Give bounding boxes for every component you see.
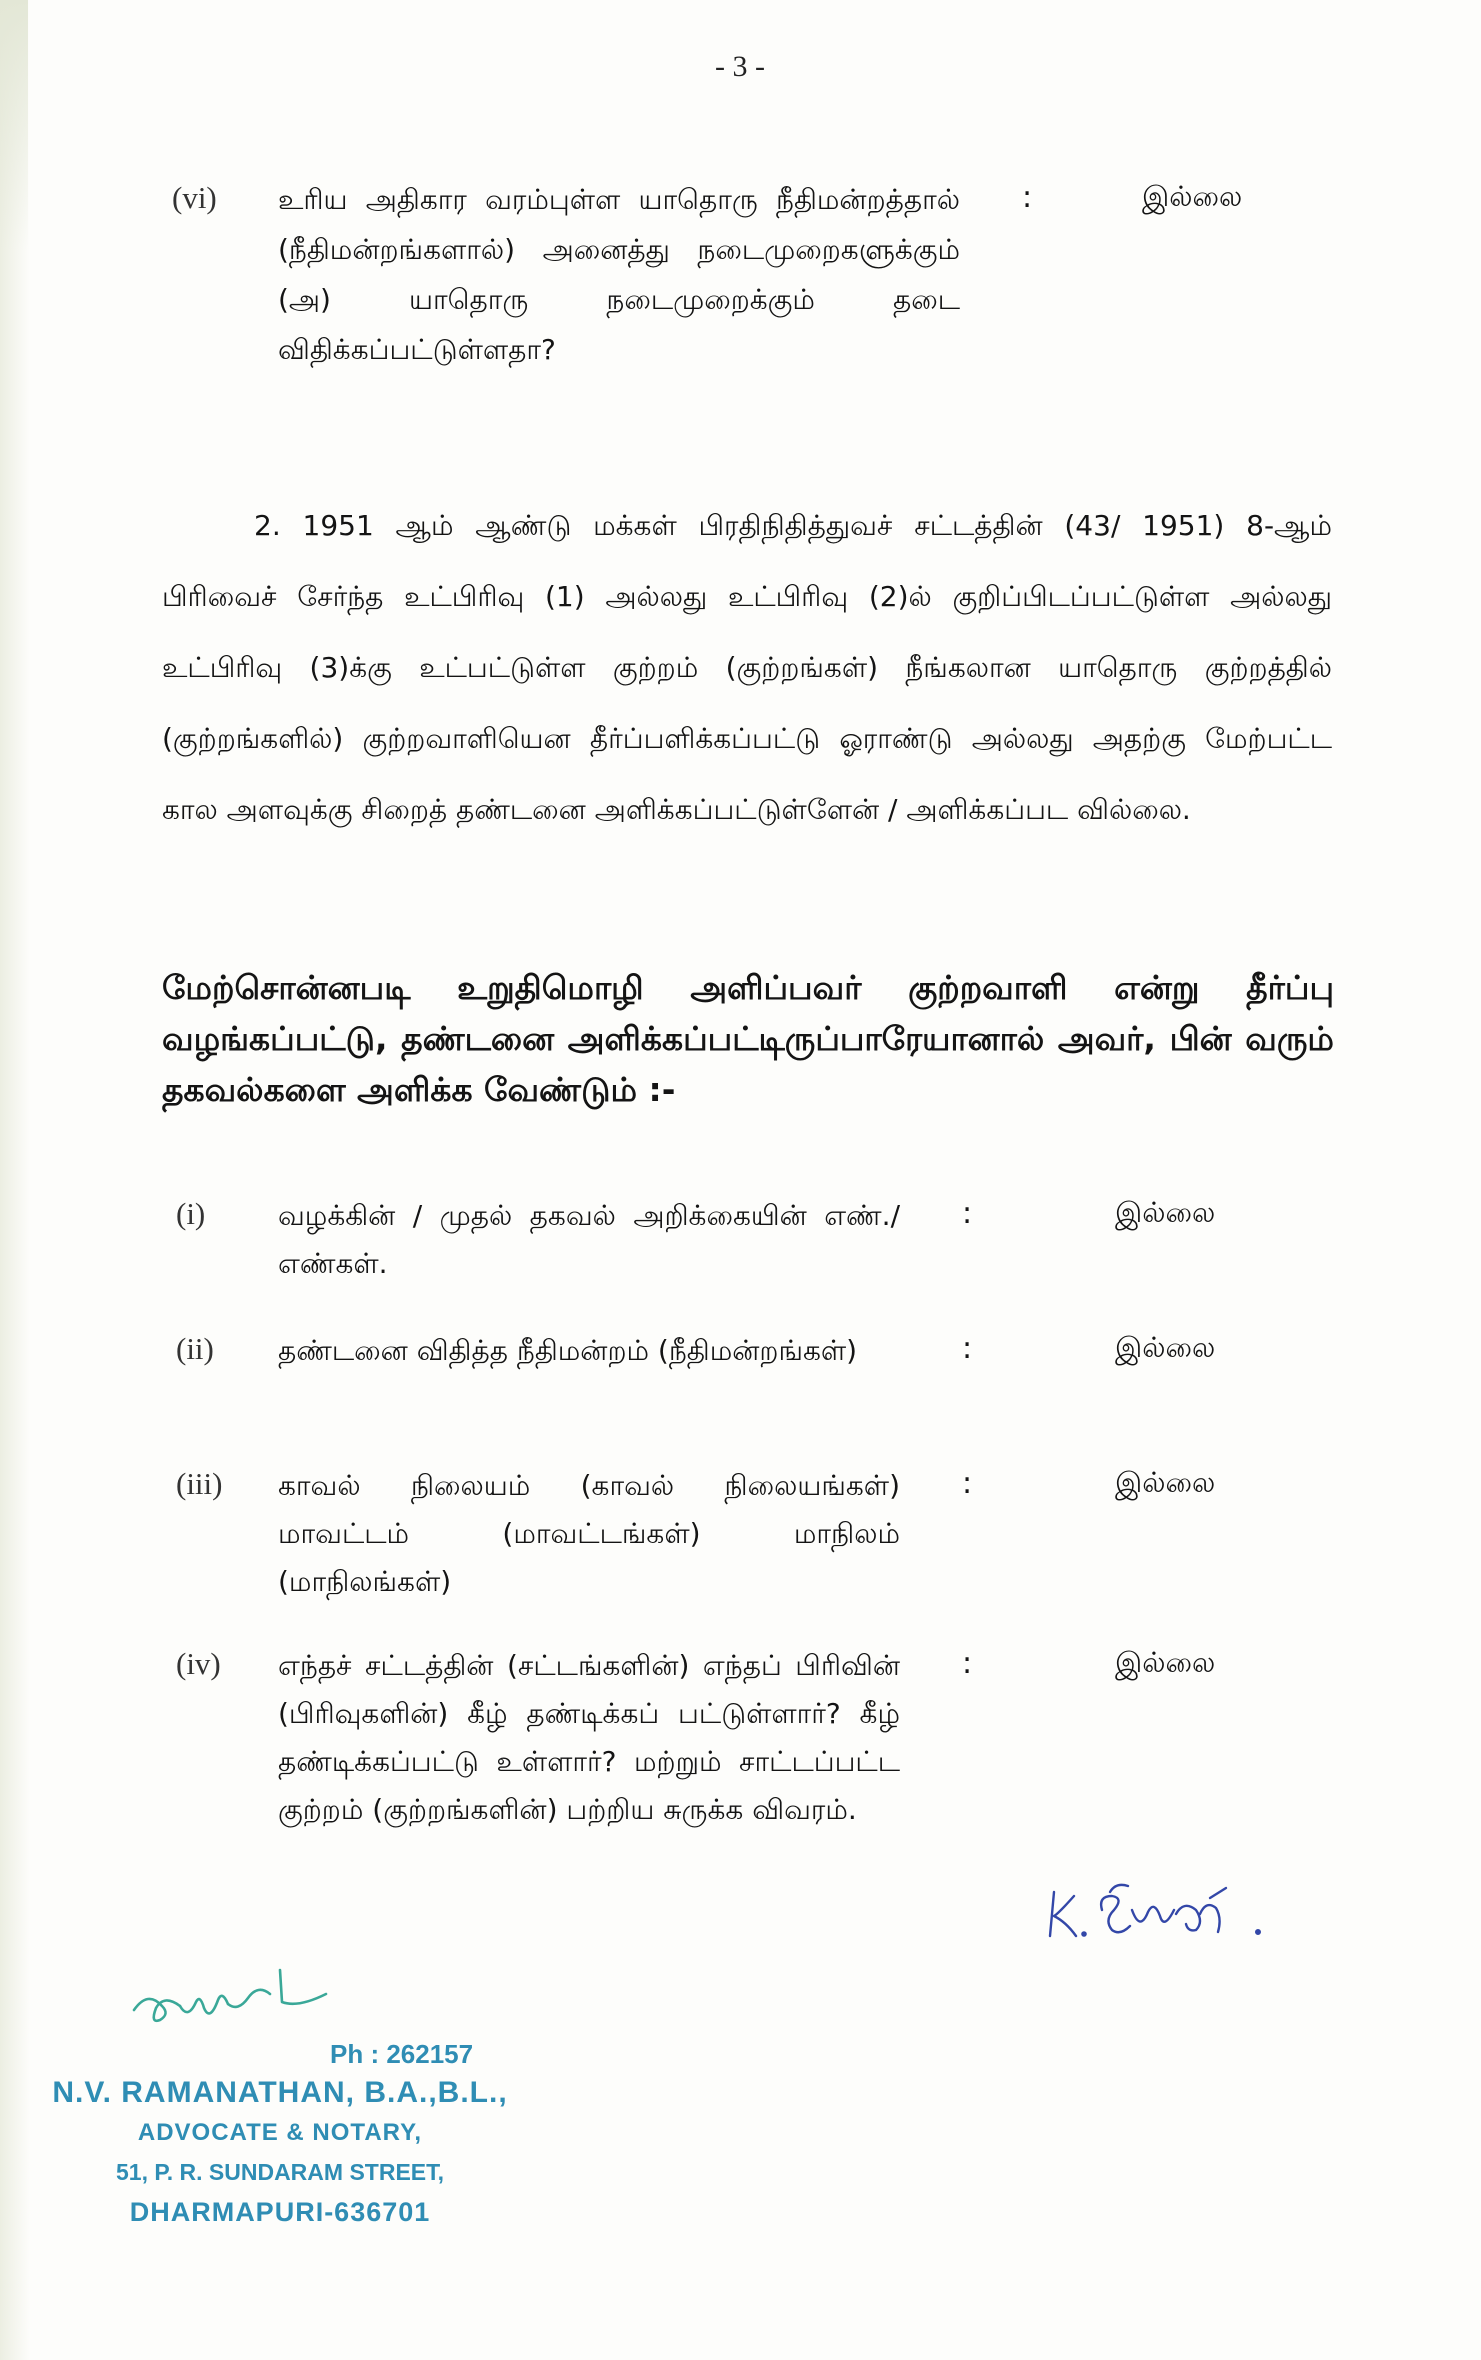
item-colon: : [962,1646,973,1681]
item-number: (i) [176,1196,206,1231]
item-colon: : [962,1466,973,1501]
stamp-phone: Ph : 262157 [330,2039,474,2069]
item-question: தண்டனை விதித்த நீதிமன்றம் (நீதிமன்றங்கள்) [278,1334,858,1367]
page-edge-shadow [0,0,30,2360]
item-colon: : [1022,180,1033,215]
notary-signature [130,1950,360,2050]
item-question: எந்தச் சட்டத்தின் (சட்டங்களின்) எந்தப் பிரிவின் (பிரிவுகளின்) கீழ் தண்டிக்கப் பட்டுள்ளார்? கீழ் தண்டிக்கப்பட்டு உள்ளார்? மற்றும் சாட்டப்பட்ட குற்றம் (குற்றங்களின்) பற்றிய சுருக்க விவரம். [278,1649,900,1826]
stamp-address: 51, P. R. SUNDARAM STREET, [115,2159,445,2185]
item-number: (iii) [176,1466,223,1501]
item-colon: : [962,1196,973,1231]
page-fold-mark [0,0,28,250]
bold-instruction: மேற்சொன்னபடி உறுதிமொழி அளிப்பவர் குற்றவாளி என்று தீர்ப்பு வழங்கப்பட்டு, தண்டனை அளிக்கப்பட்டிருப்பாரேயானால் அவர், பின் வரும் தகவல்களை அளிக்க வேண்டும் :- [162,968,1334,1109]
item-number: (ii) [176,1331,214,1366]
item-question: உரிய அதிகார வரம்புள்ள யாதொரு நீதிமன்றத்தால் (நீதிமன்றங்களால்) அனைத்து நடைமுறைகளுக்கும் (அ) யாதொரு நடைமுறைக்கும் தடை விதிக்கப்பட்டுள்ளதா? [278,183,960,366]
item-question: காவல் நிலையம் (காவல் நிலையங்கள்) மாவட்டம் (மாவட்டங்கள்) மாநிலம் (மாநிலங்கள்) [278,1469,900,1598]
item-answer: இல்லை [1115,1646,1216,1679]
item-answer: இல்லை [1115,1196,1216,1229]
item-answer: இல்லை [1115,1331,1216,1364]
item-question: வழக்கின் / முதல் தகவல் அறிக்கையின் எண்./ எண்கள். [278,1199,900,1280]
paragraph-2: 2. 1951 ஆம் ஆண்டு மக்கள் பிரதிநிதித்துவச் சட்டத்தின் (43/ 1951) 8-ஆம் பிரிவைச் சேர்ந்த உட்பிரிவு (1) அல்லது உட்பிரிவு (2)ல் குறிப்பிடப்பட்டுள்ள அல்லது உட்பிரிவு (3)க்கு உட்பட்டுள்ள குற்றம் (குற்றங்கள்) நீங்கலான யாதொரு குற்றத்தில் (குற்றங்களில்) குற்றவாளியென தீர்ப்பளிக்கப்பட்டு ஓராண்டு அல்லது அதற்கு மேற்பட்ட கால அளவுக்கு சிறைத் தண்டனை அளிக்கப்பட்டுள்ளேன் / அளிக்கப்பட வில்லை. [162,509,1332,826]
item-colon: : [962,1331,973,1366]
stamp-title: ADVOCATE & NOTARY, [137,2119,423,2146]
item-answer: இல்லை [1142,180,1243,213]
stamp-name: N.V. RAMANATHAN, B.A.,B.L., [52,2076,508,2109]
page-number: - 3 - [715,50,765,83]
item-number: (iv) [176,1646,221,1681]
item-number: (vi) [172,180,217,215]
item-answer: இல்லை [1115,1466,1216,1499]
stamp-city: DHARMAPURI-636701 [129,2197,431,2227]
candidate-signature [1040,1870,1290,1950]
